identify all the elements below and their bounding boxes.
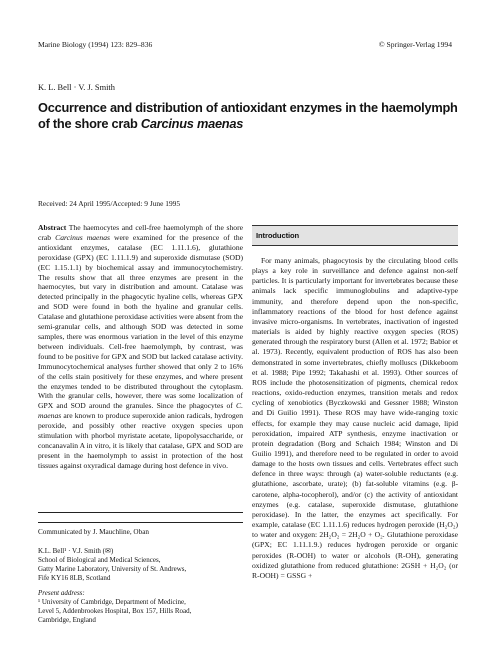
title-text: Occurrence and distribution of antioxidant enzymes in the haemolymph of the shore crab <box>38 100 458 131</box>
present-address-line: Level 5, Addenbrookes Hospital, Box 157, Hills Road, <box>38 607 192 615</box>
introduction-heading-box <box>252 225 458 246</box>
present-address-line: ¹ University of Cambridge, Department of Medicine, <box>38 598 186 606</box>
introduction-heading: Introduction <box>256 231 300 240</box>
abstract-text-2: were examined for the presence of the antioxidant enzymes, catalase (EC 1.11.1.6), glutathione peroxidase (GPX) (EC 1.11.1.9) and superoxide dismutase (SOD) (EC 1.15.1.1) by biochemical assay and immunocytochemistry. The results show that all three enzymes are present in the haemocytes, but vary in distribution and amount. Catalase was detected principally in the phagocytic hyaline cells, whereas GPX and SOD were found in both the hyaline and granular cells. Catalase and glutathione peroxidase activities were absent from the semi-granular cells, and although SOD was detected in some samples, there was enormous variation in the level of this enzyme between individuals. Cell-free haemolymph, by contrast, was found to be positive for GPX and SOD but lacked catalase activity. Immunocytochemical analyses further showed that only 2 to 16% of the cells stain positively for these enzymes, and where present the enzymes tended to be distributed throughout the cytoplasm. With the granular cells, however, there was some localization of GPX and SOD around the granules. Since the phagocytes of <box>38 232 244 411</box>
present-address-line: Cambridge, England <box>38 616 96 624</box>
communicated-by: Communicated by J. Mauchline, Oban <box>38 528 149 536</box>
running-head <box>38 39 452 50</box>
introduction-body <box>252 256 458 581</box>
present-address-label: Present address: <box>38 589 85 597</box>
abstract-text-1: The haemocytes and cell-free haemolymph of the shore crab <box>38 223 243 242</box>
author-affiliation <box>38 547 243 583</box>
affiliation-line: School of Biological and Medical Sciences, <box>38 556 161 564</box>
abstract <box>38 223 243 471</box>
affiliation-line: Fife KY16 8LB, Scotland <box>38 574 111 582</box>
introduction-text: For many animals, phagocytosis by the circulating blood cells plays a key role in surveillance and defence against non-self particles. It is particularly important for invertebrates because these animals lack specific immunoglobulins and adaptive-type immunity, and therefore depend upon the non-specific, inflammatory reactions of the blood for host defence against invasive micro-organisms. In vertebrates, inactivation of ingested materials is aided by highly reactive oxygen species (ROS) generated through the respiratory burst (Allen et al. 1972; Babior et al. 1973). Recently, equivalent production of ROS has also been demonstrated in some invertebrates, chiefly molluscs (Dikkeboom et al. 1988; Pipe 1992; Takahashi et al. 1993). Other sources of ROS include the photosensitization of pigments, chemical redox reactions, oxido-reduction enzymes, transition metals and redox cycling of xenobiotics (Byczkowski and Gessner 1988; Winston and Di Guilio 1991). These ROS may have wide-ranging toxic effects, for example they may cause nucleic acid damage, lipid peroxidation, impaired ATP synthesis, enzyme inactivation or protein degradation (Borg and Schaich 1984; Winston and Di Guilio 1991), and therefore need to be regulated in order to avoid damage to the hosts own tissues and cells. Vertebrates effect such defence in three ways: through (a) water-soluble reductants (e.g. glutathione, ascorbate, urate); (b) fat-soluble vitamins (e.g. β-carotene, alpha-tocopherol), and/or (c) the activity of antioxidant enzymes (e.g. catalase, superoxide dismutase, glutathione peroxidase). In the latter, the enzymes act specifically. For example, catalase (EC 1.11.1.6) reduces hydrogen peroxide (H₂O₂) to water and oxygen: 2H₂O₂ = 2H₂O + O₂. Glutathione peroxidase (GPX; EC 1.11.1.9.) reduces hydrogen peroxide or organic peroxides (R-OOH) to water or alcohols (R-OH), generating oxidized glutathione from reduced glutathione: 2GSH + H₂O₂ (or R-OOH) = GSSG + <box>252 256 458 580</box>
abstract-species-1: Carcinus maenas <box>55 232 110 242</box>
author-list: K. L. Bell · V. J. Smith <box>38 83 115 92</box>
footnote-divider <box>38 512 243 513</box>
affiliation-line: Gatty Marine Laboratory, University of St. Andrews, <box>38 565 187 573</box>
copyright-notice: © Springer-Verlag 1994 <box>378 40 452 49</box>
abstract-label: Abstract <box>38 223 67 232</box>
affiliation-authors: K.L. Bell¹ · V.J. Smith (✉) <box>38 547 114 555</box>
received-accepted-dates: Received: 24 April 1995/Accepted: 9 June 1995 <box>38 199 181 208</box>
journal-citation: Marine Biology (1994) 123: 829–836 <box>38 40 153 49</box>
abstract-text-3: are known to produce superoxide anion radicals, hydrogen peroxide, and possibly other reactive oxygen species upon stimulation with phorbol myristate acetate, lipopolysaccharide, or concanavalin A in vitro, it is likely that catalase, GPX and SOD are present in the haemolymph to assist in protection of the host tissues against oxyradical damage during host defence in vivo. <box>38 411 243 470</box>
present-address <box>38 589 243 625</box>
title-species: Carcinus maenas <box>140 115 244 131</box>
abstract-species-2: C. maenas <box>38 401 243 421</box>
footnote-divider-2 <box>38 522 243 523</box>
article-title <box>38 100 468 131</box>
